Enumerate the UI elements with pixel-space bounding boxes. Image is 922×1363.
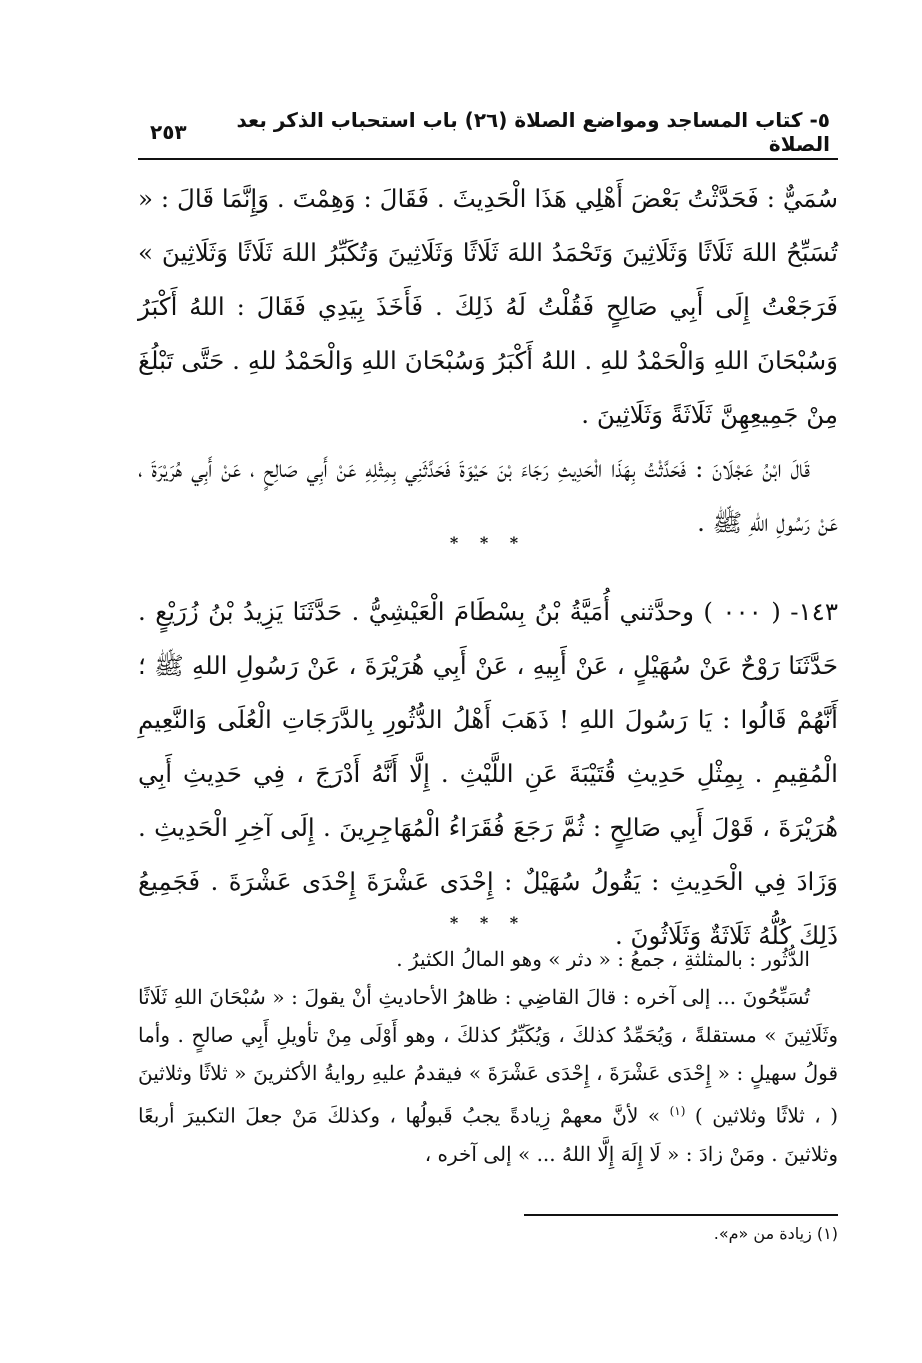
- commentary-line-1: الدُّثُور : بالمثلثةِ ، جمعُ : « دثر » وهو المالُ الكثيرُ .: [396, 947, 810, 971]
- commentary-paragraph-2: [138, 978, 838, 1173]
- header-title: ٥- كتاب المساجد ومواضع الصلاة (٢٦) باب استحباب الذكر بعد الصلاة: [236, 108, 830, 156]
- commentary-paragraph-2-end: » لأنَّ معهمْ زِيادةً يجبُ قَبولُها ، وكذلكَ مَنْ جعلَ التكبيرَ أربعًا وثلاثينَ . ومَنْ زادَ : « لَا إِلَهَ إِلَّا اللهُ ... » إلى آخره ،: [138, 1103, 838, 1166]
- hadith-1-body: [138, 172, 838, 550]
- section-separator-1: * * *: [449, 533, 527, 552]
- footnote: (١) زيادة من «م».: [713, 1224, 838, 1243]
- page-number: ٢٥٣: [150, 120, 187, 144]
- section-separator-2: * * *: [449, 913, 527, 932]
- hadith-1-paragraph-2: قَالَ ابْنُ عَجْلَانَ : فَحَدَّثْتُ بِهَذَا الْحَدِيثِ رَجَاءَ بْنَ حَيْوَةَ فَحَدَّثَنِي بِمِثْلِهِ عَنْ أَبِي صَالِحٍ ، عَنْ أَبِي هُرَيْرَةَ ، عَنْ رَسُولِ اللهِ ﷺ .: [138, 454, 838, 537]
- running-header: [150, 108, 830, 156]
- hadith-2-text: وحدَّثني أُمَيَّةُ بْنُ بِسْطَامَ الْعَيْشِيُّ . حَدَّثَنَا يَزِيدُ بْنُ زُرَيْعٍ . حَدَّثَنَا رَوْحٌ عَنْ سُهَيْلٍ ، عَنْ أَبِيهِ ، عَنْ أَبِي هُرَيْرَةَ ، عَنْ رَسُولِ اللهِ ﷺ ؛ أَنَّهُمْ قَالُوا : يَا رَسُولَ اللهِ ! ذَهَبَ أَهْلُ الدُّثُورِ بِالدَّرَجَاتِ الْعُلَى وَالنَّعِيمِ الْمُقِيمِ . بِمِثْلِ حَدِيثِ قُتَيْبَةَ عَنِ اللَّيْثِ . إِلَّا أَنَّهُ أَدْرَجَ ، فِي حَدِيثِ أَبِي هُرَيْرَةَ ، قَوْلَ أَبِي صَالِحٍ : ثُمَّ رَجَعَ فُقَرَاءُ الْمُهَاجِرِينَ . إِلَى آخِرِ الْحَدِيثِ . وَزَادَ فِي الْحَدِيثِ : يَقُولُ سُهَيْلٌ : إِحْدَى عَشْرَةَ إِحْدَى عَشْرَةَ . فَجَمِيعُ ذَلِكَ كُلُّهُ ثَلَاثَةٌ وَثَلَاثُونَ .: [138, 596, 838, 950]
- hadith-number: ١٤٣- ( ٠٠٠ ): [703, 596, 838, 626]
- hadith-1-paragraph-1: سُمَيٌّ : فَحَدَّثْتُ بَعْضَ أَهْلِي هَذَا الْحَدِيثَ . فَقَالَ : وَهِمْتَ . وَإِنَّمَا قَالَ : « تُسَبِّحُ اللهَ ثَلَاثًا وَثَلَاثِينَ وَتَحْمَدُ اللهَ ثَلَاثًا وَثَلَاثِينَ وَتُكَبِّرُ اللهَ ثَلَاثًا وَثَلَاثِينَ » فَرَجَعْتُ إِلَى أَبِي صَالِحٍ فَقُلْتُ لَهُ ذَلِكَ . فَأَخَذَ بِيَدِي فَقَالَ : اللهُ أَكْبَرُ وَسُبْحَانَ اللهِ وَالْحَمْدُ للهِ . اللهُ أَكْبَرُ وَسُبْحَانَ اللهِ وَالْحَمْدُ للهِ . حَتَّى تَبْلُغَ مِنْ جَمِيعِهِنَّ ثَلَاثَةً وَثَلَاثِينَ .: [138, 184, 838, 429]
- footnote-rule: [524, 1214, 838, 1216]
- commentary: [138, 940, 838, 1173]
- commentary-paragraph-2-start: تُسَبِّحُونَ ... إلى آخره : قالَ القاضِي : ظاهرُ الأحاديثِ أنْ يقولَ : « سُبْحَانَ اللهِ ثَلَاثًا وثَلَاثِينَ » مستقلةً ، وَيُحَمِّدُ كذلكَ ، وَيُكَبِّرُ كذلكَ ، وهو أَوْلَى مِنْ تأويلِ أَبِي صالحٍ . وأما قولُ سهيلٍ : « إِحْدَى عَشْرَةَ ، إِحْدَى عَشْرَةَ » فيقدمُ عليهِ روايةُ الأكثرينَ « ثلاثًا وثلاثينَ ( ، ثلاثًا وثلاثين ): [138, 985, 839, 1128]
- header-rule: [138, 158, 838, 160]
- footnote-reference: (١): [669, 1104, 686, 1118]
